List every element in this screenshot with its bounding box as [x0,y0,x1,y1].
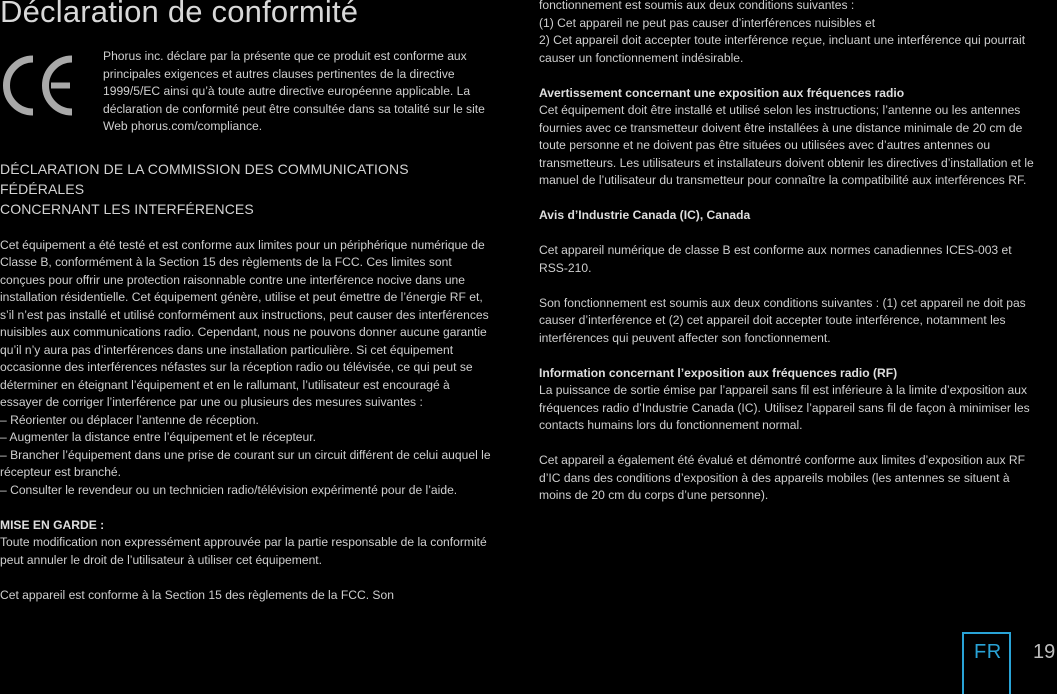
ce-statement: Phorus inc. déclare par la présente que ce produit est conforme aux principales exigences et autres clauses pertinentes de la directive 1999/5/EC ainsi qu’à toute autre directive européenne applicable. La déclaration de conformité peut être consultée dans sa totalité sur le site Web phorus.com/compliance. [103,49,485,134]
ce-mark-icon [0,53,80,118]
left-column [0,159,492,604]
section15-start: Cet appareil est conforme à la Section 15 des règlements de la FCC. Son [0,587,394,602]
caution-heading: MISE EN GARDE : [0,517,105,532]
page-title: Déclaration de conformité [0,0,359,29]
fcc-heading [0,159,492,219]
rf-heading: Avertissement concernant une exposition aux fréquences radio [539,85,905,100]
ic-heading: Avis d’Industrie Canada (IC), Canada [539,208,751,222]
measure-item: – Réorienter ou déplacer l’antenne de réception. [0,412,259,427]
ic-body-1: Cet appareil numérique de classe B est conforme aux normes canadiennes ICES-003 et RSS-210. [539,243,1012,275]
right-column [539,0,1034,505]
measure-item: – Consulter le revendeur ou un technicien radio/télévision expérimenté pour de l’aide. [0,482,458,497]
measure-item: – Augmenter la distance entre l’équipement et le récepteur. [0,430,316,444]
page-number: 19 [1033,641,1056,663]
ic-body-2: Son fonctionnement est soumis aux deux conditions suivantes : (1) cet appareil ne doit pas causer d’interférence et (2) cet appareil doit accepter toute interférence, notamment les interférences qui peuvent affecter son fonctionnement. [539,295,1026,345]
mobile-exposure-body: Cet appareil a également été évalué et démontré conforme aux limites d’exposition aux RF d’IC dans des conditions d’exposition à des appareils mobiles (les antennes se situent à moins de 20 cm du corps d’une personne). [539,453,1026,502]
section15-continued: fonctionnement est soumis aux deux conditions suivantes : [539,0,855,12]
caution-body: Toute modification non expressément approuvée par la partie responsable de la conformité peut annuler le droit de l’utilisateur à utiliser cet équipement. [0,535,487,567]
fcc-body: Cet équipement a été testé et est conforme aux limites pour un périphérique numérique de Classe B, conformément à la Section 15 des règlements de la FCC. Ces limites sont conçues pour offrir une protection raisonnable contre une interférence nocive dans une installation résidentielle. Cet équipement génère, utilise et peut émettre de l’énergie RF et, s’il n’est pas installé et utilisé conformément aux instructions, peut causer des interférences nuisibles aux communications radio. Cependant, nous ne pouvons donner aucune garantie qu’il n’y aura pas d’interférences dans une installation particulière. Si cet équipement occasionne des interférences néfastes sur la réception radio ou télévisée, ce qui peut se déterminer en éteignant l’équipement et en le rallumant, l’utilisateur est encouragé à essayer de corriger l’interférence par une ou plusieurs des mesures suivantes : [0,237,489,409]
rf-body: Cet équipement doit être installé et utilisé selon les instructions; l’antenne ou les antennes fournies avec ce transmetteur doivent être installées à une distance minimale de 20 cm de toute personne et ne doivent pas être situées ou utilisées avec d’autres antennes ou transmetteurs. Les utilisateurs et installateurs doivent obtenir les directives d’installation et le manuel de l’utilisateur du transmetteur pour connaître la compatibilité aux interférences RF. [539,103,1034,187]
rf-ic-body: La puissance de sortie émise par l’appareil sans fil est inférieure à la limite d’exposition aux fréquences radio d’Industrie Canada (IC). Utilisez l’appareil sans fil de façon à minimiser les contacts humains lors du fonctionnement normal. [539,383,1030,432]
condition-2: 2) Cet appareil doit accepter toute interférence reçue, incluant une interférence qui pourrait causer un fonctionnement indésirable. [539,33,1026,65]
fcc-heading-line-2: CONCERNANT LES INTERFÉRENCES [0,201,254,217]
condition-1: (1) Cet appareil ne peut pas causer d’interférences nuisibles et [539,15,876,30]
fcc-heading-line-1: DÉCLARATION DE LA COMMISSION DES COMMUNICATIONS FÉDÉRALES [0,161,409,197]
rf-ic-heading: Information concernant l’exposition aux fréquences radio (RF) [539,365,898,380]
measure-item: – Brancher l’équipement dans une prise de courant sur un circuit différent de celui auquel le récepteur est branché. [0,447,491,479]
language-label: FR [974,641,1002,663]
